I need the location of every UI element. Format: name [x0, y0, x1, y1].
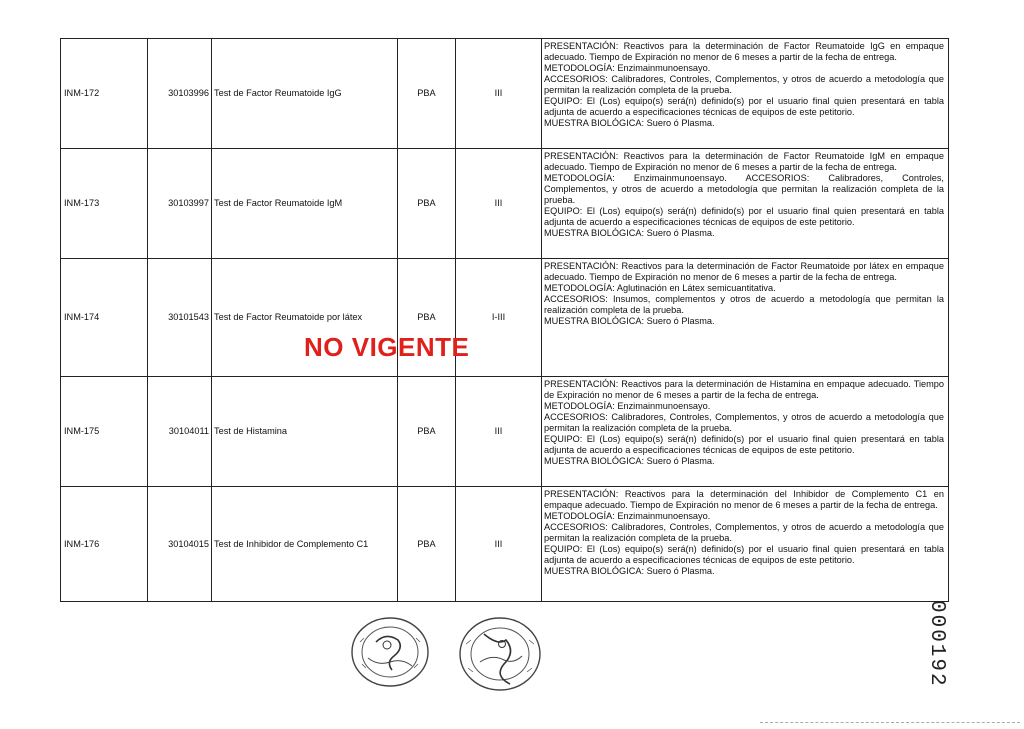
- description-line: PRESENTACIÓN: Reactivos para la determinación de Histamina en empaque adecuado. Tiempo de Expiración no menor de 6 meses a partir de la fecha de entrega.: [544, 379, 944, 400]
- table-row: [61, 487, 949, 602]
- description-line: MUESTRA BIOLÓGICA: Suero ó Plasma.: [544, 566, 715, 576]
- item-number: 30101543: [148, 259, 212, 377]
- item-description: [542, 149, 949, 259]
- no-vigente-stamp: NO VIGENTE: [304, 332, 470, 362]
- item-name: Test de Factor Reumatoide IgG: [212, 39, 398, 149]
- item-number: 30103997: [148, 149, 212, 259]
- description-line: ACCESORIOS: Calibradores, Controles, Complementos, y otros de acuerdo a metodología que permitan la realización completa de la prueba.: [544, 412, 944, 433]
- official-seal-icon: [346, 612, 434, 692]
- description-line: EQUIPO: El (Los) equipo(s) será(n) definido(s) por el usuario final quien presentará en tabla adjunta de acuerdo a especificaciones técnicas de equipos de este petitorio.: [544, 206, 944, 227]
- item-description: [542, 487, 949, 602]
- description-line: METODOLOGÍA: Enzimainmunoensayo.: [544, 401, 711, 411]
- description-line: ACCESORIOS: Calibradores, Controles, Complementos, y otros de acuerdo a metodología que permitan la realización completa de la prueba.: [544, 74, 944, 95]
- item-description: [542, 377, 949, 487]
- description-line: MUESTRA BIOLÓGICA: Suero ó Plasma.: [544, 456, 715, 466]
- description-line: METODOLOGÍA: Enzimainmunoensayo. ACCESORIOS: Calibradores, Controles, Complementos, y otros de acuerdo a metodología que permitan la realización completa de la prueba.: [544, 173, 944, 205]
- item-number: 30104011: [148, 377, 212, 487]
- item-number: 30104015: [148, 487, 212, 602]
- description-line: PRESENTACIÓN: Reactivos para la determinación de Factor Reumatoide IgM en empaque adecuado. Tiempo de Expiración no menor de 6 meses a partir de la fecha de entrega.: [544, 151, 944, 172]
- item-type: PBA: [398, 149, 456, 259]
- item-code: INM-175: [61, 377, 148, 487]
- description-line: PRESENTACIÓN: Reactivos para la determinación de Factor Reumatoide IgG en empaque adecuado. Tiempo de Expiración no menor de 6 meses a partir de la fecha de entrega.: [544, 41, 944, 62]
- description-line: EQUIPO: El (Los) equipo(s) será(n) definido(s) por el usuario final quien presentará en tabla adjunta de acuerdo a especificaciones técnicas de equipos de este petitorio.: [544, 434, 944, 455]
- table-row: [61, 259, 949, 377]
- item-name: Test de Factor Reumatoide por látex: [212, 259, 398, 377]
- item-level: III: [456, 149, 542, 259]
- item-description: [542, 259, 949, 377]
- item-code: INM-176: [61, 487, 148, 602]
- description-line: MUESTRA BIOLÓGICA: Suero ó Plasma.: [544, 118, 715, 128]
- item-number: 30103996: [148, 39, 212, 149]
- items-table-body: [61, 39, 949, 602]
- description-line: ACCESORIOS: Calibradores, Controles, Complementos, y otros de acuerdo a metodología que permitan la realización completa de la prueba.: [544, 522, 944, 543]
- item-level: I-III: [456, 259, 542, 377]
- item-level: III: [456, 39, 542, 149]
- table-row: [61, 39, 949, 149]
- table-row: [61, 149, 949, 259]
- description-line: EQUIPO: El (Los) equipo(s) será(n) definido(s) por el usuario final quien presentará en tabla adjunta de acuerdo a especificaciones técnicas de equipos de este petitorio.: [544, 96, 944, 117]
- item-code: INM-174: [61, 259, 148, 377]
- item-level: III: [456, 377, 542, 487]
- item-name: Test de Histamina: [212, 377, 398, 487]
- item-level: III: [456, 487, 542, 602]
- item-type: PBA: [398, 487, 456, 602]
- item-type: PBA: [398, 39, 456, 149]
- item-code: INM-173: [61, 149, 148, 259]
- description-line: METODOLOGÍA: Enzimainmunoensayo.: [544, 63, 711, 73]
- page-folio-number: 000192: [925, 600, 948, 688]
- items-table: [60, 38, 949, 602]
- item-type: PBA: [398, 377, 456, 487]
- item-type: PBA: [398, 259, 456, 377]
- official-seal-icon: [454, 612, 546, 696]
- description-line: PRESENTACIÓN: Reactivos para la determinación del Inhibidor de Complemento C1 en empaque adecuado. Tiempo de Expiración no menor de 6 meses a partir de la fecha de entrega.: [544, 489, 944, 510]
- table-row: [61, 377, 949, 487]
- description-line: MUESTRA BIOLÓGICA: Suero ó Plasma.: [544, 228, 715, 238]
- bottom-edge-dash: [760, 722, 1020, 724]
- description-line: ACCESORIOS: Insumos, complementos y otros de acuerdo a metodología que permitan la realización completa de la prueba.: [544, 294, 944, 315]
- description-line: METODOLOGÍA: Aglutinación en Látex semicuantitativa.: [544, 283, 776, 293]
- description-line: MUESTRA BIOLÓGICA: Suero ó Plasma.: [544, 316, 715, 326]
- item-description: [542, 39, 949, 149]
- description-line: METODOLOGÍA: Enzimainmunoensayo.: [544, 511, 711, 521]
- item-name: Test de Factor Reumatoide IgM: [212, 149, 398, 259]
- item-name: Test de Inhibidor de Complemento C1: [212, 487, 398, 602]
- description-line: EQUIPO: El (Los) equipo(s) será(n) definido(s) por el usuario final quien presentará en tabla adjunta de acuerdo a especificaciones técnicas de equipos de este petitorio.: [544, 544, 944, 565]
- description-line: PRESENTACIÓN: Reactivos para la determinación de Factor Reumatoide por látex en empaque adecuado. Tiempo de Expiración no menor de 6 meses a partir de la fecha de entrega.: [544, 261, 944, 282]
- item-code: INM-172: [61, 39, 148, 149]
